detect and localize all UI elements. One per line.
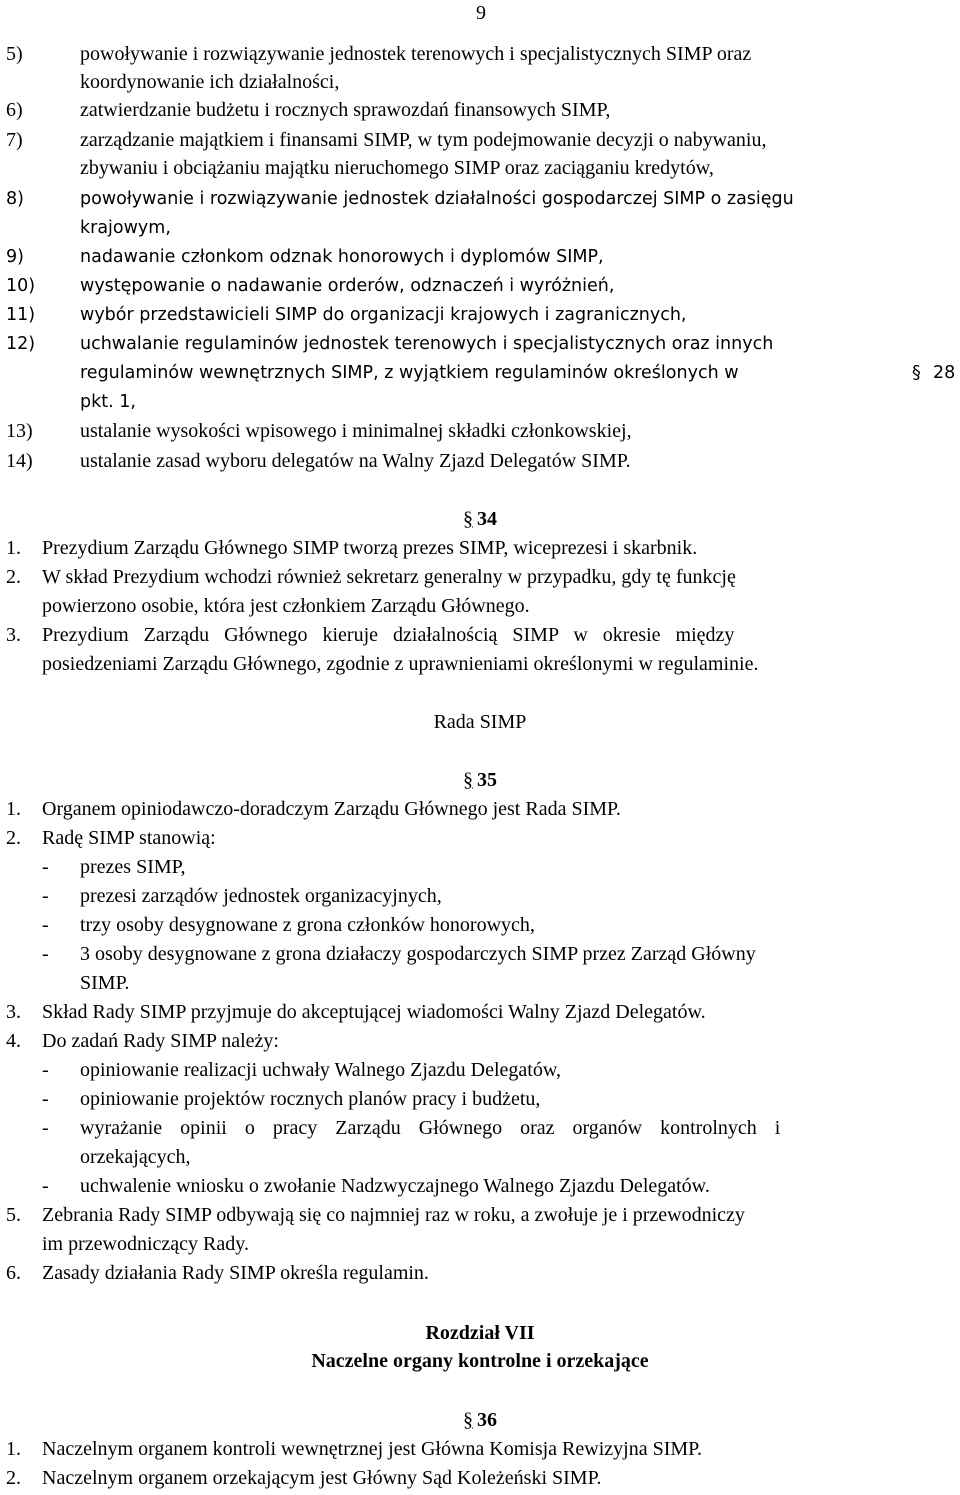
item-number: 11) [6,305,36,325]
item-number: 6) [6,99,23,121]
item-line: regulaminów wewnętrznych SIMP, z wyjątkiem regulaminów określonych w [80,363,739,383]
item-line: pkt. 1, [80,392,136,412]
paragraph-number: 2. [6,1467,21,1489]
item-number: 13) [6,420,33,442]
item-line: zarządzanie majątkiem i finansami SIMP, w tym podejmowanie decyzji o nabywaniu, [80,129,767,151]
chapter-subtitle: Naczelne organy kontrolne i orzekające [311,1350,649,1372]
paragraph-line: im przewodniczący Rady. [42,1233,249,1255]
item-number: 5) [6,43,23,65]
list-dash: - [42,914,49,936]
list-dash: - [42,885,49,907]
list-item: 3 osoby desygnowane z grona działaczy gospodarczych SIMP przez Zarząd Główny [80,943,756,965]
section-symbol: § [912,363,921,383]
item-line: zatwierdzanie budżetu i rocznych sprawozdań finansowych SIMP, [80,99,611,121]
paragraph-line: posiedzeniami Zarządu Głównego, zgodnie z uprawnieniami określonymi w regulaminie. [42,653,759,675]
section-heading [0,506,960,532]
subheading-rada: Rada SIMP [433,711,527,733]
list-dash: - [42,1117,49,1139]
section-number: 34 [477,508,497,530]
item-line [80,41,956,67]
paragraph-line: Do zadań Rady SIMP należy: [42,1030,279,1052]
paragraph-line: Prezydium Zarządu Głównego kieruje działalnością SIMP w okresie między [42,624,735,646]
item-line: występowanie o nadawanie orderów, odznaczeń i wyróżnień, [80,276,615,296]
section-heading [0,767,960,793]
paragraph-line: Naczelnym organem kontroli wewnętrznej jest Główna Komisja Rewizyjna SIMP. [42,1438,703,1460]
list-dash: - [42,943,49,965]
paragraph-line: powierzono osobie, która jest członkiem Zarządu Głównego. [42,595,530,617]
paragraph-number: 2. [6,827,21,849]
section-heading [0,1407,960,1433]
chapter-title: Rozdział VII [425,1322,535,1344]
paragraph-number: 3. [6,1001,21,1023]
list-item: wyrażanie opinii o pracy Zarządu Głównego oraz organów kontrolnych i [80,1117,781,1139]
paragraph-number: 1. [6,1438,21,1460]
paragraph-line: Zasady działania Rady SIMP określa regulamin. [42,1262,429,1284]
paragraph-line: Radę SIMP stanowią: [42,827,216,849]
list-dash: - [42,1175,49,1197]
paragraph-line: W skład Prezydium wchodzi również sekretarz generalny w przypadku, gdy tę funkcję [42,566,736,588]
item-line: krajowym, [80,218,171,238]
paragraph-line: Zebrania Rady SIMP odbywają się co najmniej raz w roku, a zwołuje je i przewodniczy [42,1204,745,1226]
list-item: prezes SIMP, [80,856,186,878]
section-symbol: § [463,508,473,530]
section-symbol: § [463,769,473,791]
list-dash: - [42,1088,49,1110]
reference-number: 28 [933,363,956,383]
paragraph-number: 2. [6,566,21,588]
section-number: 36 [477,1409,497,1431]
paragraph-number: 1. [6,798,21,820]
list-item: trzy osoby desygnowane z grona członków honorowych, [80,914,535,936]
paragraph-number: 4. [6,1030,21,1052]
section-number: 35 [477,769,497,791]
section-symbol: § [463,1409,473,1431]
item-number: 9) [6,247,24,267]
item-line: ustalanie wysokości wpisowego i minimalnej składki członkowskiej, [80,420,632,442]
list-dash: - [42,856,49,878]
item-number: 10) [6,276,36,296]
item-number: 8) [6,189,24,209]
paragraph-line: Prezydium Zarządu Głównego SIMP tworzą prezes SIMP, wiceprezesi i skarbnik. [42,537,698,559]
paragraph-line: Skład Rady SIMP przyjmuje do akceptującej wiadomości Walny Zjazd Delegatów. [42,1001,706,1023]
paragraph-line: Organem opiniodawczo-doradczym Zarządu Głównego jest Rada SIMP. [42,798,621,820]
paragraph-number: 3. [6,624,21,646]
list-item: opiniowanie projektów rocznych planów pracy i budżetu, [80,1088,541,1110]
list-item: SIMP. [80,972,130,994]
item-text: powoływanie i rozwiązywanie jednostek terenowych i specjalistycznych SIMP oraz [80,43,752,65]
page-number: 9 [476,2,486,24]
item-number: 14) [6,450,33,472]
paragraph-number: 5. [6,1204,21,1226]
item-number: 7) [6,129,23,151]
list-item: opiniowanie realizacji uchwały Walnego Zjazdu Delegatów, [80,1059,561,1081]
paragraph-number: 1. [6,537,21,559]
item-line: powoływanie i rozwiązywanie jednostek działalności gospodarczej SIMP o zasięgu [80,189,794,209]
item-line: koordynowanie ich działalności, [80,71,340,93]
item-line: wybór przedstawicieli SIMP do organizacji krajowych i zagranicznych, [80,305,687,325]
list-dash: - [42,1059,49,1081]
item-line: ustalanie zasad wyboru delegatów na Walny Zjazd Delegatów SIMP. [80,450,631,472]
paragraph-number: 6. [6,1262,21,1284]
item-line: zbywaniu i obciążaniu majątku nieruchomego SIMP oraz zaciąganiu kredytów, [80,157,714,179]
item-number: 12) [6,334,36,354]
item-line: uchwalanie regulaminów jednostek terenowych i specjalistycznych oraz innych [80,334,774,354]
list-item: prezesi zarządów jednostek organizacyjnych, [80,885,442,907]
list-item: uchwalenie wniosku o zwołanie Nadzwyczajnego Walnego Zjazdu Delegatów. [80,1175,710,1197]
paragraph-line: Naczelnym organem orzekającym jest Główny Sąd Koleżeński SIMP. [42,1467,602,1489]
item-line: nadawanie członkom odznak honorowych i dyplomów SIMP, [80,247,604,267]
list-item: orzekających, [80,1146,191,1168]
